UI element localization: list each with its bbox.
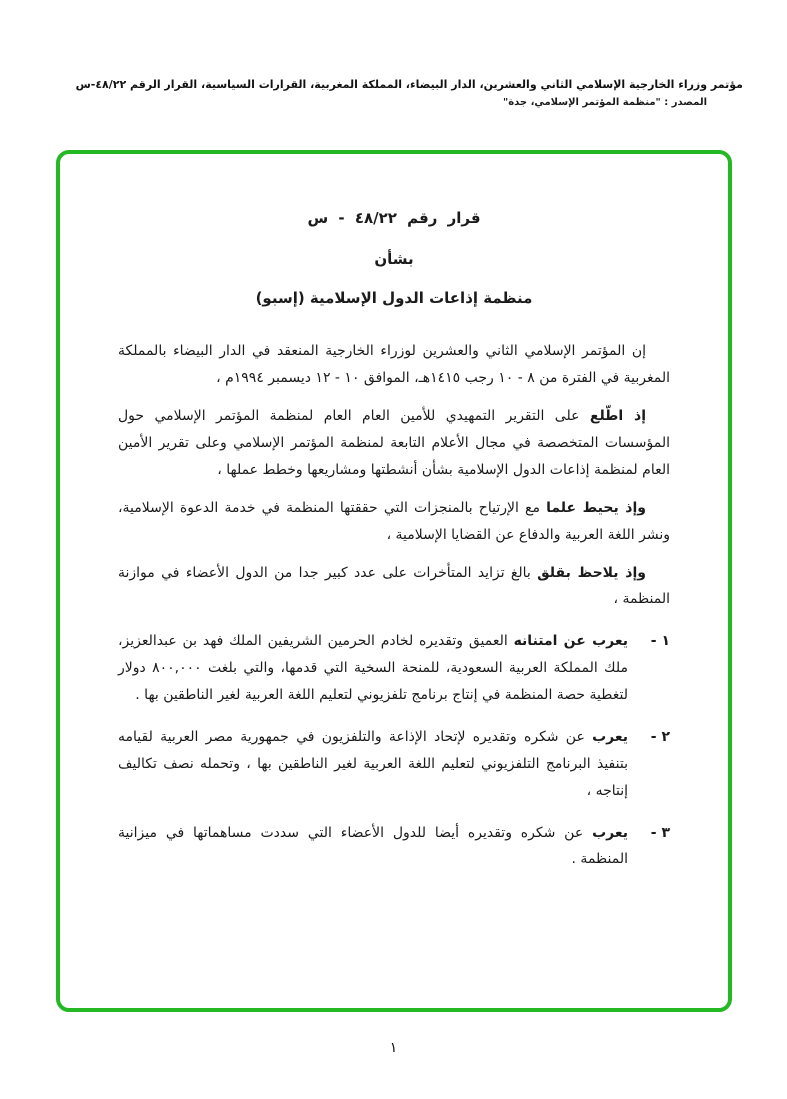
resolution-subject: منظمة إذاعات الدول الإسلامية (إسبو) — [255, 288, 533, 307]
document-header — [30, 78, 743, 108]
item-body: العميق وتقديره لخادم الحرمين الشريفين الملك فهد بن عبدالعزيز، ملك المملكة العربية السعودية، للمنحة السخية التي قدمها، والتي بلغت ٨٠٠,٠٠٠ دولار لتغطية حصة المنظمة في إنتاج برنامج تلفزيوني لتعليم اللغة العربية لغير الناطقين بها . — [118, 633, 628, 704]
paragraph-text: بالغ تزايد المتأخرات على عدد كبير جدا من الدول الأعضاء في موازنة المنظمة ، — [118, 564, 670, 608]
numbered-item-3 — [118, 820, 670, 874]
resolution-document — [60, 154, 728, 873]
item-text — [118, 724, 628, 805]
paragraph-text: مع الإرتياح بالمنجزات التي حققتها المنظمة في خدمة الدعوة الإسلامية، ونشر اللغة العربية والدفاع عن القضايا الإسلامية ، — [118, 499, 670, 543]
title-block — [118, 204, 670, 312]
resolution-number: قرار رقم ٤٨/٢٢ - س — [307, 209, 481, 227]
paragraph-lead: وإذ يلاحظ بقلق — [537, 564, 646, 581]
paragraph-taking-note — [118, 495, 670, 549]
item-lead: يعرب عن امتنانه — [513, 633, 629, 650]
numbered-item-2 — [118, 724, 670, 805]
item-lead: يعرب — [592, 728, 629, 745]
paragraph-text: إن المؤتمر الإسلامي الثاني والعشرين لوزراء الخارجية المنعقد في الدار البيضاء بالمملكة المغربية في الفترة من ٨ - ١٠ رجب ١٤١٥هـ، الموافق ١٠ - ١٢ ديسمبر ١٩٩٤م ، — [118, 343, 670, 387]
paragraph-lead: إذ اطّلع — [589, 408, 647, 425]
header-citation: مؤتمر وزراء الخارجية الإسلامي الثاني والعشرين، الدار البيضاء، المملكة المغربية، القرارات السياسية، القرار الرقم ٤٨/٢٢-س — [75, 78, 743, 91]
item-body: عن شكره وتقديره أيضا للدول الأعضاء التي سددت مساهماتها في ميزانية المنظمة . — [118, 824, 628, 868]
item-lead: يعرب — [592, 824, 628, 841]
paragraph-having-reviewed — [118, 403, 670, 484]
numbered-items — [118, 628, 670, 873]
item-text — [118, 820, 628, 874]
regarding-label: بشأن — [374, 249, 414, 268]
item-number: ١ - — [650, 633, 670, 650]
paragraph-lead: وإذ يحيط علما — [546, 499, 646, 516]
numbered-item-1 — [118, 628, 670, 709]
paragraph-text: على التقرير التمهيدي للأمين العام العام لمنظمة المؤتمر الإسلامي حول المؤسسات المتخصصة في مجال الأعلام التابعة لمنظمة المؤتمر الإسلامي وعلى تقرير الأمين العام لمنظمة إذاعات الدول الإسلامية بشأن أنشطتها ومشاريعها وخطط عملها ، — [118, 408, 670, 478]
paragraph-preamble — [118, 338, 670, 392]
header-source: المصدر : "منظمة المؤتمر الإسلامي، جدة" — [502, 97, 707, 108]
item-text — [118, 628, 628, 709]
page-number: ١ — [389, 1040, 398, 1056]
item-body: عن شكره وتقديره لإتحاد الإذاعة والتلفزيون في جمهورية مصر العربية لقيامه بتنفيذ البرنامج التلفزيوني لتعليم اللغة العربية لغير الناطقين بها ، وتحمله نصف تكاليف إنتاجه ، — [118, 728, 628, 799]
item-number: ٢ - — [650, 728, 670, 745]
item-number: ٣ - — [650, 824, 670, 841]
document-frame — [56, 150, 732, 1012]
paragraph-noting-with-concern — [118, 560, 670, 614]
